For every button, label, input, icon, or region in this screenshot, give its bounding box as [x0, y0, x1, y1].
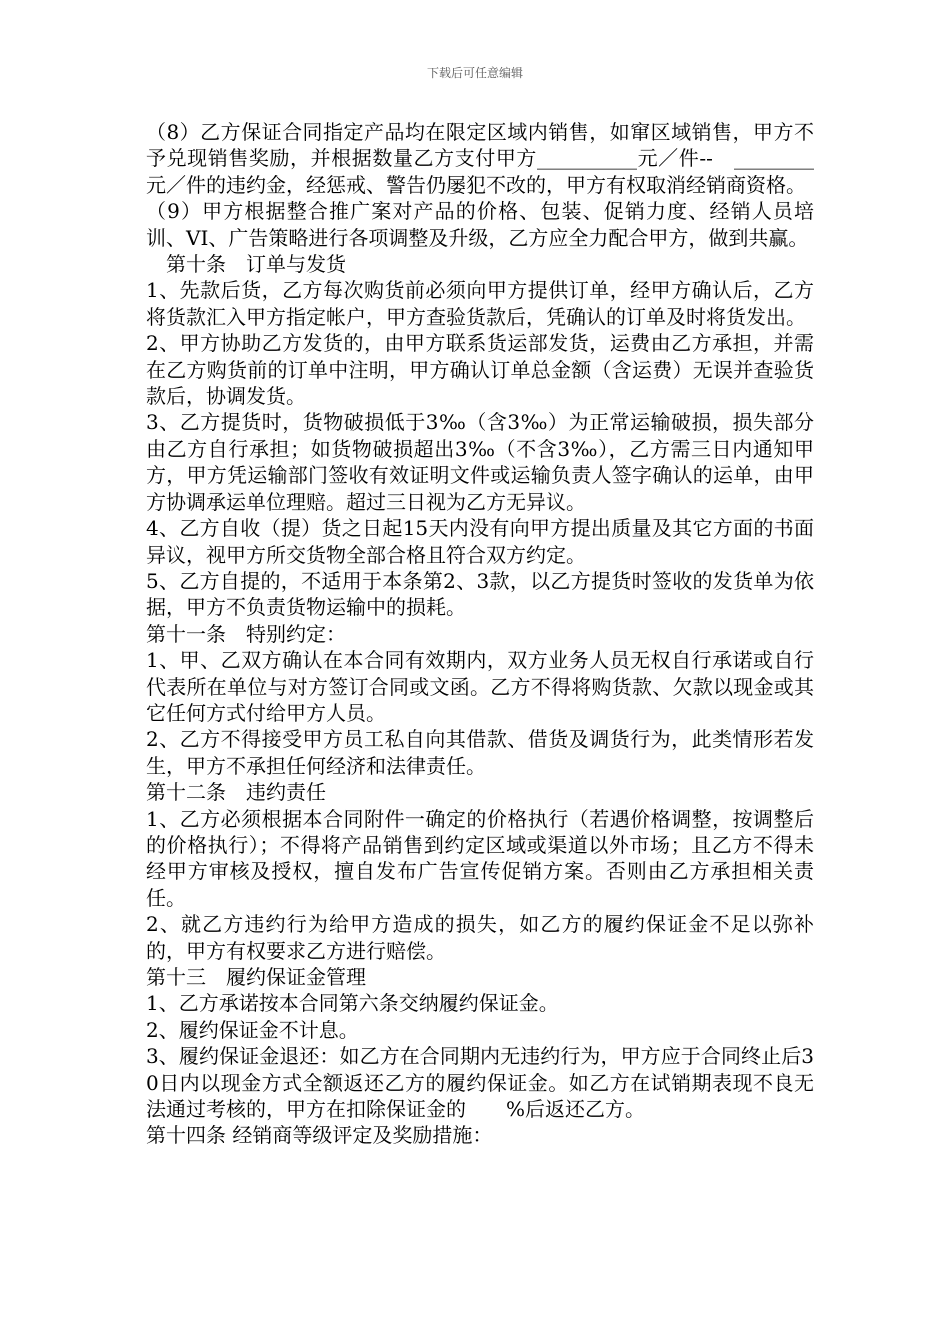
clause-paragraph: （9）甲方根据整合推广案对产品的价格、包装、促销力度、经销人员培训、VI、广告策略进行各项调整及升级，乙方应全力配合甲方，做到共赢。: [146, 199, 814, 250]
clause-paragraph: 3、履约保证金退还：如乙方在合同期内无违约行为，甲方应于合同终止后30日内以现金方式全额返还乙方的履约保证金。如乙方在试销期表现不良无法通过考核的，甲方在扣除保证金的 %后返还乙方。: [146, 1044, 814, 1122]
document-body: [146, 119, 814, 1149]
section-heading: 第十四条 经销商等级评定及奖励措施：: [146, 1123, 493, 1148]
clause-paragraph: 2、乙方不得接受甲方员工私自向其借款、借货及调货行为，此类情形若发生，甲方不承担任何经济和法律责任。: [146, 727, 814, 778]
clause-paragraph: 1、先款后货，乙方每次购货前必须向甲方提供订单，经甲方确认后，乙方将货款汇入甲方指定帐户，甲方查验货款后，凭确认的订单及时将货发出。: [146, 278, 814, 329]
clause-paragraph: 1、乙方承诺按本合同第六条交纳履约保证金。: [146, 991, 559, 1016]
clause-paragraph: 2、履约保证金不计息。: [146, 1017, 359, 1042]
clause-paragraph: 1、甲、乙双方确认在本合同有效期内，双方业务人员无权自行承诺或自行代表所在单位与对方签订合同或文函。乙方不得将购货款、欠款以现金或其它任何方式付给甲方人员。: [146, 648, 814, 725]
page-header: 下载后可任意编辑: [426, 66, 523, 80]
clause-paragraph: 2、甲方协助乙方发货的，由甲方联系货运部发货，运费由乙方承担，并需在乙方购货前的订单中注明，甲方确认订单总金额（含运费）无误并查验货款后，协调发货。: [146, 331, 814, 409]
section-heading: 第十一条 特别约定：: [146, 621, 346, 646]
section-heading: 第十条 订单与发货: [166, 252, 346, 277]
clause-paragraph: 3、乙方提货时，货物破损低于3‰（含3‰）为正常运输破损，损失部分由乙方自行承担；如货物破损超出3‰（不含3‰），乙方需三日内通知甲方，甲方凭运输部门签收有效证明文件或运输负责人签字确认的运单，由甲方协调承运单位理赔。超过三日视为乙方无异议。: [146, 410, 814, 514]
clause-paragraph: （8）乙方保证合同指定产品均在限定区域内销售，如窜区域销售，甲方不予兑现销售奖励，并根据数量乙方支付甲方__________元／件-- ________元／件的违约金，经惩戒、警告仍屡犯不改的，甲方有权取消经销商资格。: [146, 120, 814, 197]
clause-paragraph: 2、就乙方违约行为给甲方造成的损失，如乙方的履约保证金不足以弥补的，甲方有权要求乙方进行赔偿。: [146, 912, 814, 963]
clause-paragraph: 4、乙方自收（提）货之日起15天内没有向甲方提出质量及其它方面的书面异议，视甲方所交货物全部合格且符合双方约定。: [146, 516, 814, 567]
clause-paragraph: 1、乙方必须根据本合同附件一确定的价格执行（若遇价格调整，按调整后的价格执行）；不得将产品销售到约定区域或渠道以外市场；且乙方不得未经甲方审核及授权，擅自发布广告宣传促销方案。否则由乙方承担相关责任。: [146, 806, 814, 910]
section-heading: 第十二条 违约责任: [146, 780, 326, 805]
clause-paragraph: 5、乙方自提的，不适用于本条第2、3款，以乙方提货时签收的发货单为依据，甲方不负责货物运输中的损耗。: [146, 568, 814, 620]
section-heading: 第十三 履约保证金管理: [146, 965, 366, 989]
